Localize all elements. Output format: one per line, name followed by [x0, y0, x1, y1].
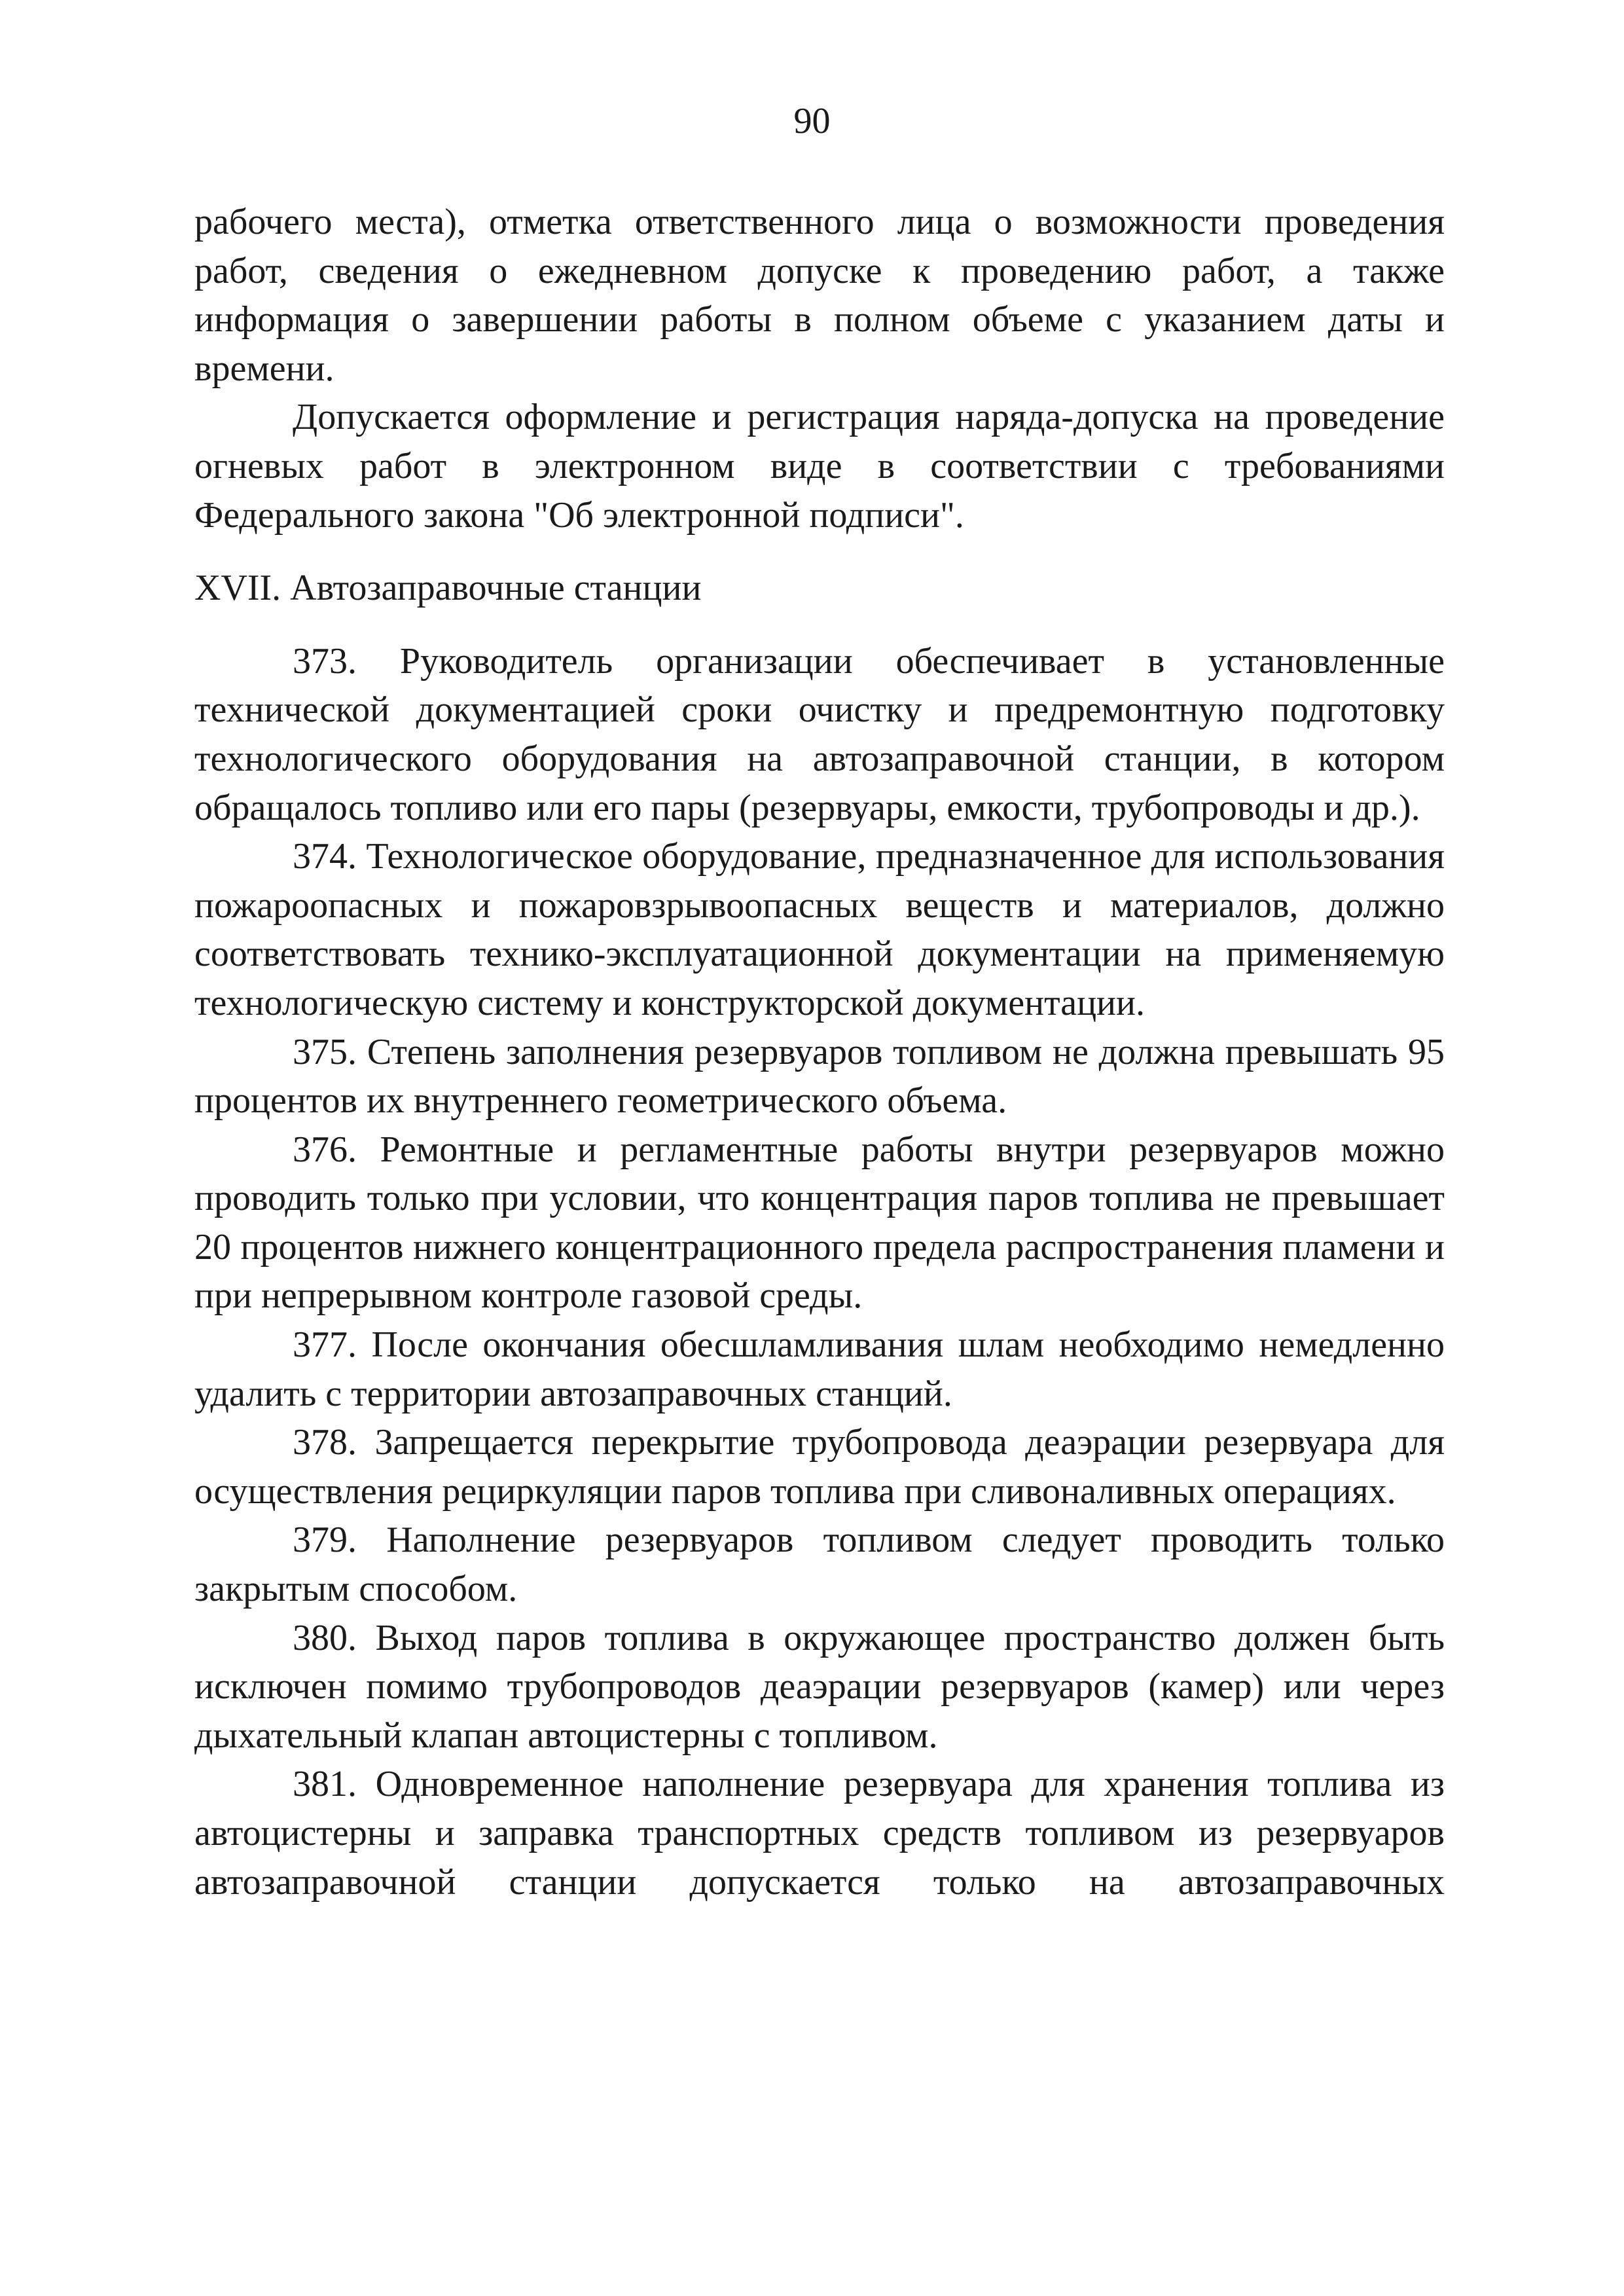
paragraph-379: 379. Наполнение резервуаров топливом следует проводить только закрытым способом. — [194, 1520, 1445, 1610]
paragraph-374: 374. Технологическое оборудование, предназначенное для использования пожароопасных и пожаровзрывоопасных веществ и материалов, должно соответствовать технико-эксплуатационной документации на применяемую технологическую систему и конструкторской документации. — [194, 836, 1445, 1023]
paragraph-377: 377. После окончания обесшламливания шлам необходимо немедленно удалить с территории автозаправочных станций. — [194, 1324, 1445, 1414]
document-body — [194, 198, 1445, 1906]
paragraph-381: 381. Одновременное наполнение резервуара для хранения топлива из автоцистерны и заправка транспортных средств топливом из резервуаров автозаправочной станции допускается только на автозаправочных — [194, 1764, 1445, 1903]
paragraph-376: 376. Ремонтные и регламентные работы внутри резервуаров можно проводить только при условии, что концентрация паров топлива не превышает 20 процентов нижнего концентрационного предела распространения пламени и при непрерывном контроле газовой среды. — [194, 1129, 1445, 1317]
page-number: 90 — [793, 101, 831, 141]
paragraph-373: 373. Руководитель организации обеспечивает в установленные технической документацией сроки очистку и предремонтную подготовку технологического оборудования на автозаправочной станции, в котором обращалось топливо или его пары (резервуары, емкости, трубопроводы и др.). — [194, 640, 1445, 828]
paragraph-intro-continuation: рабочего места), отметка ответственного лица о возможности проведения работ, сведения о ежедневном допуске к проведению работ, а также информация о завершении работы в полном объеме с указанием даты и времени. — [194, 202, 1445, 389]
paragraph-electronic-registration: Допускается оформление и регистрация наряда-допуска на проведение огневых работ в электронном виде в соответствии с требованиями Федерального закона "Об электронной подписи". — [194, 397, 1445, 536]
section-heading: XVII. Автозаправочные станции — [194, 568, 702, 609]
paragraph-380: 380. Выход паров топлива в окружающее пространство должен быть исключен помимо трубопроводов деаэрации резервуаров (камер) или через дыхательный клапан автоцистерны с топливом. — [194, 1617, 1445, 1756]
paragraph-375: 375. Степень заполнения резервуаров топливом не должна превышать 95 процентов их внутреннего геометрического объема. — [194, 1031, 1445, 1121]
paragraph-378: 378. Запрещается перекрытие трубопровода деаэрации резервуара для осуществления рециркуляции паров топлива при сливоналивных операциях. — [194, 1422, 1445, 1512]
